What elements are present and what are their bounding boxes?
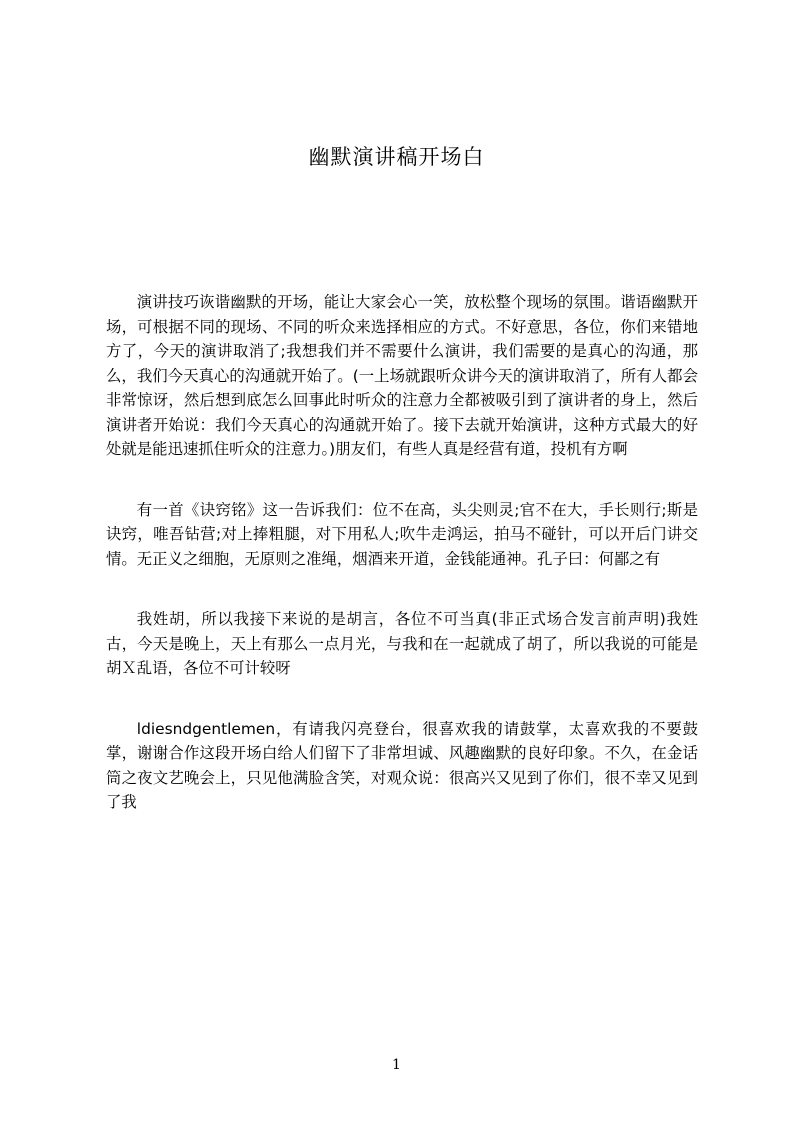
paragraph-2: 有一首《诀窍铭》这一告诉我们：位不在高，头尖则灵;官不在大，手长则行;斯是诀窍，唯吾钻营;对上捧粗腿，对下用私人;吹牛走鸿运，拍马不碰针，可以开后门讲交情。无正义之细胞，无原则之准绳，烟酒来开道，金钱能通神。孔子曰：何鄙之有 (106, 500, 698, 568)
paragraph-1: 演讲技巧诙谐幽默的开场，能让大家会心一笑，放松整个现场的氛围。谐语幽默开场，可根据不同的现场、不同的听众来选择相应的方式。不好意思，各位，你们来错地方了，今天的演讲取消了;我想我们并不需要什么演讲，我们需要的是真心的沟通，那么，我们今天真心的沟通就开始了。(一上场就跟听众讲今天的演讲取消了，所有人都会非常惊讶，然后想到底怎么回事此时听众的注意力全都被吸引到了演讲者的身上，然后演讲者开始说：我们今天真心的沟通就开始了。接下去就开始演讲，这种方式最大的好处就是能迅速抓住听众的注意力。)朋友们，有些人真是经营有道，投机有方啊 (106, 293, 698, 458)
paragraph-3: 我姓胡，所以我接下来说的是胡言，各位不可当真(非正式场合发言前声明)我姓古，今天是晚上，天上有那么一点月光，与我和在一起就成了胡了，所以我说的可能是胡Ｘ乱语，各位不可计较呀 (106, 610, 698, 677)
page-number: 1 (392, 1057, 401, 1073)
paragraph-4: ldiesndgentlemen，有请我闪亮登台，很喜欢我的请鼓掌，太喜欢我的不要鼓掌，谢谢合作这段开场白给人们留下了非常坦诚、风趣幽默的良好印象。不久，在金话筒之夜文艺晚会上，只见他满脸含笑，对观众说：很高兴又见到了你们，很不幸又见到了我 (106, 719, 698, 811)
document-body (106, 290, 698, 851)
document-title: 幽默演讲稿开场白 (308, 145, 485, 169)
